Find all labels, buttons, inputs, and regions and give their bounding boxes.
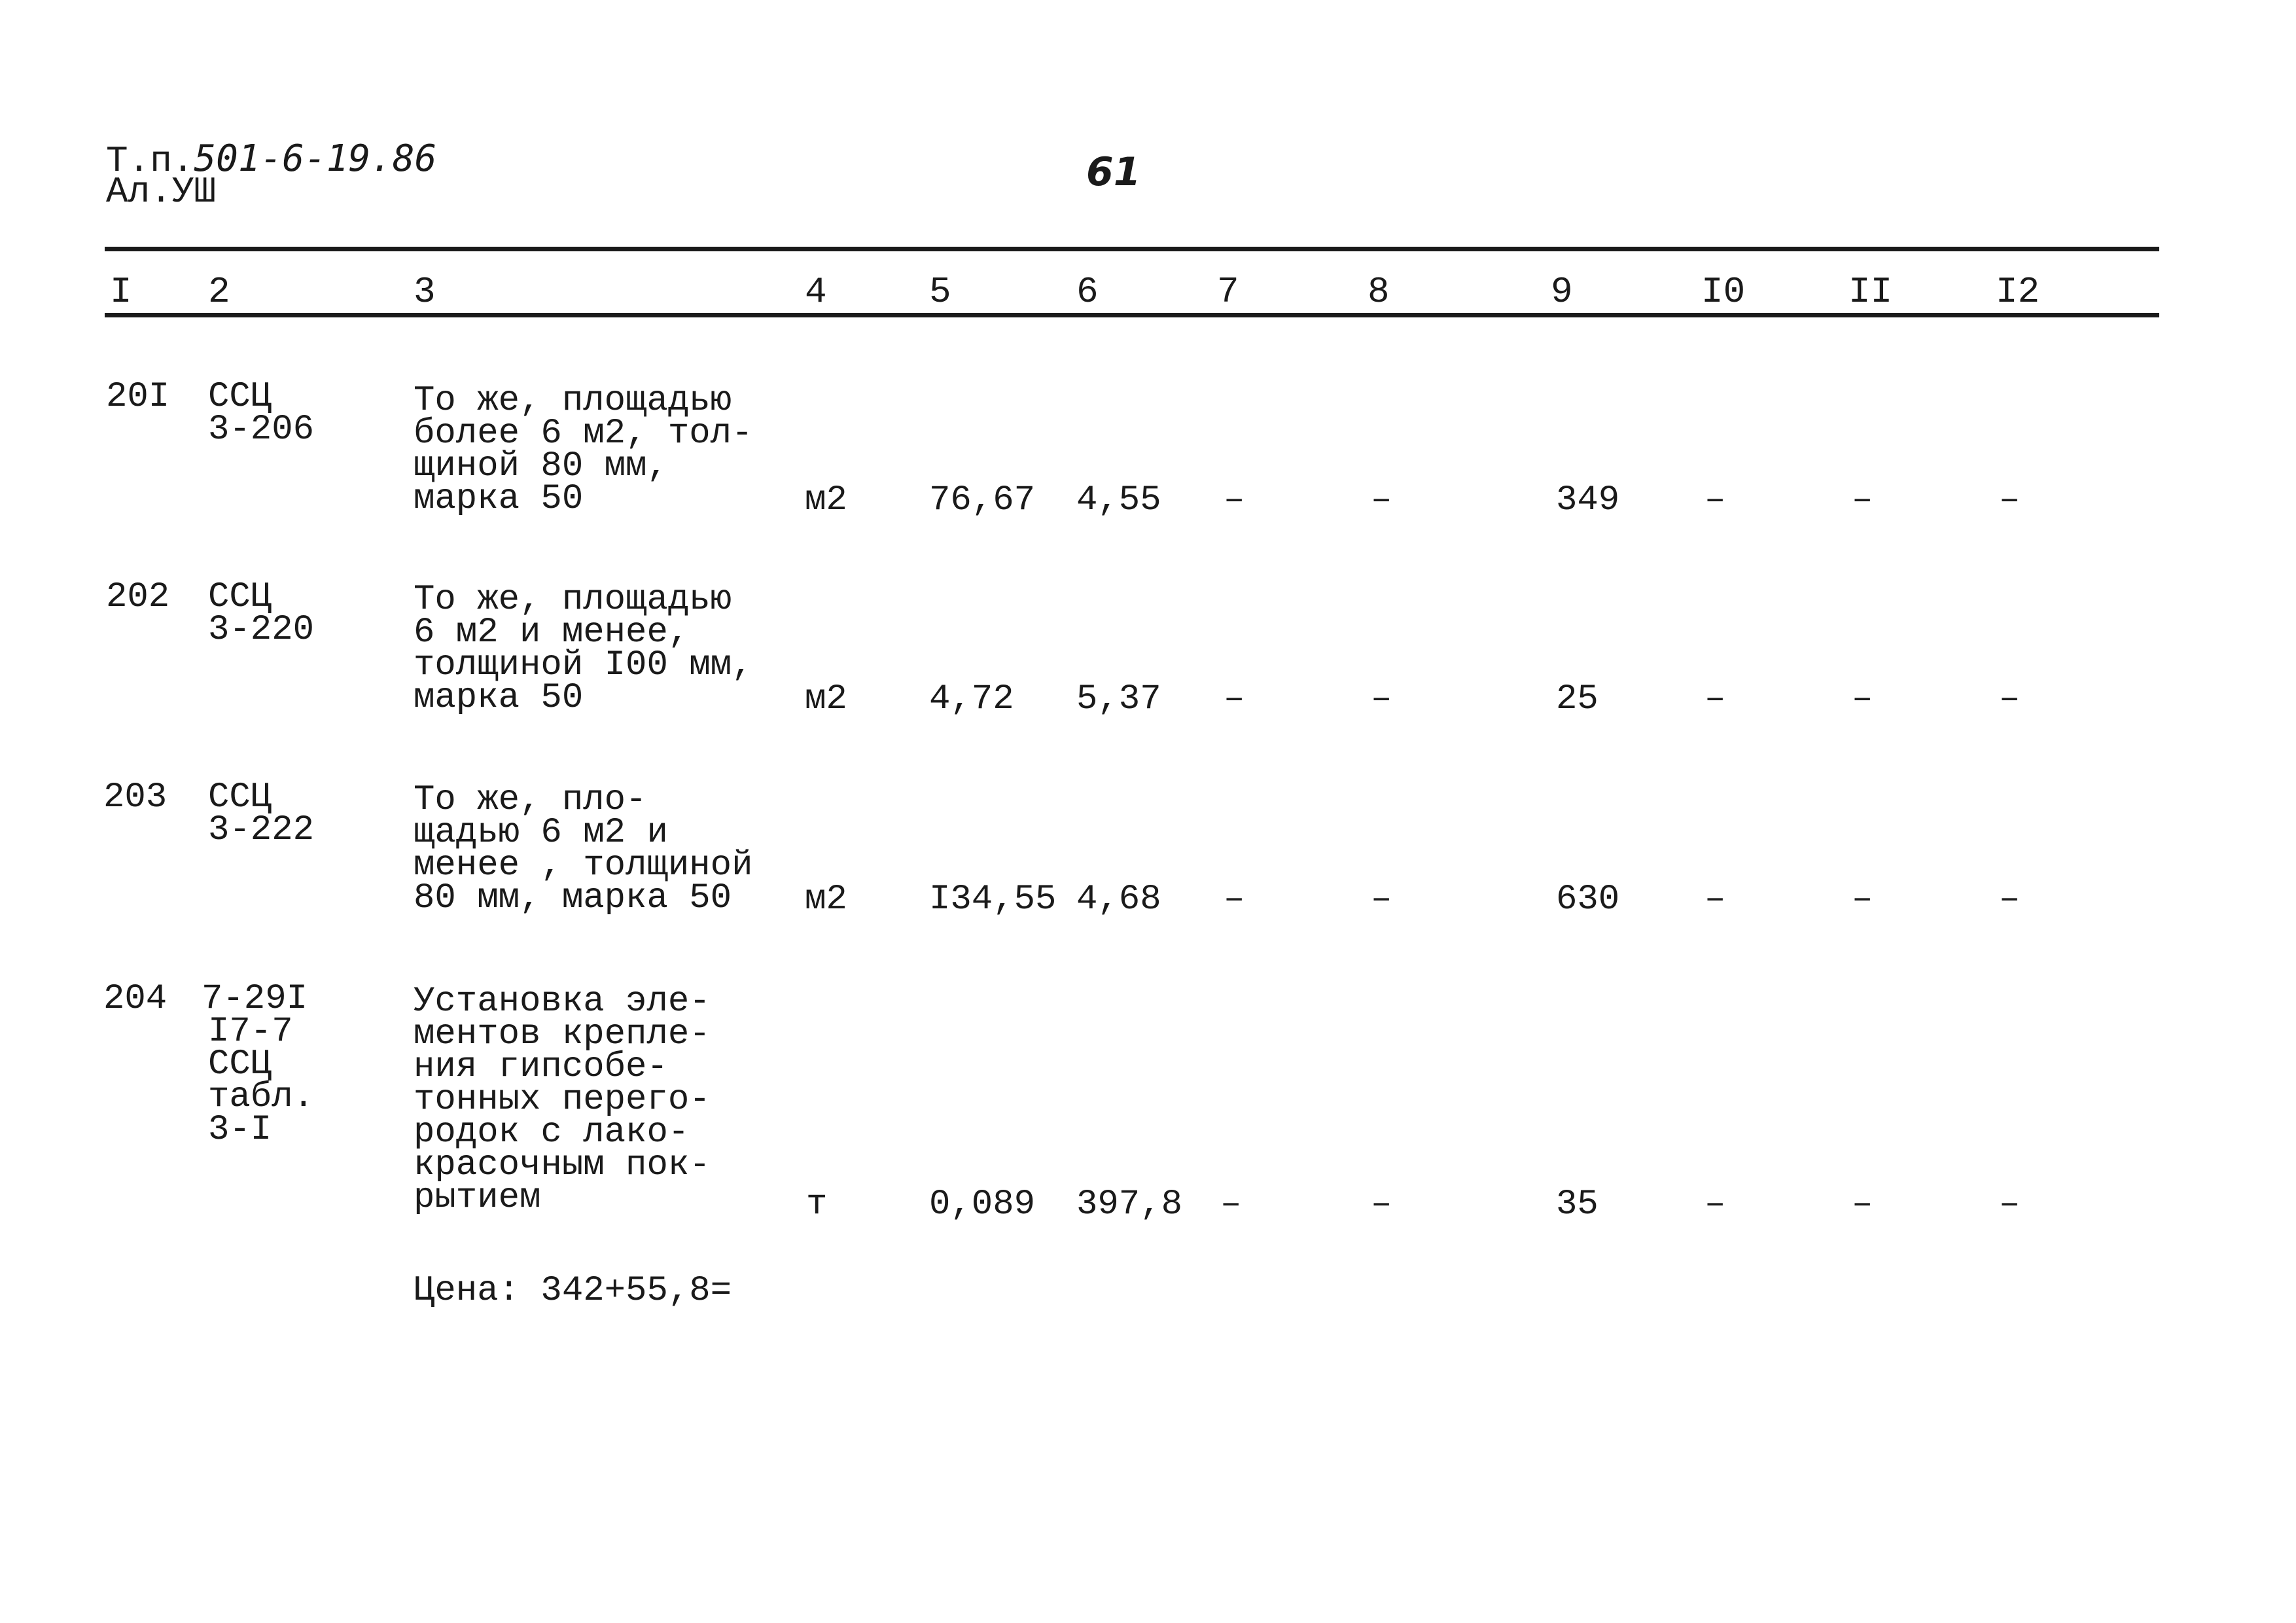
rate-code-line: ССЦ [208, 1044, 272, 1084]
unit: м2 [805, 880, 847, 919]
unit: м2 [805, 679, 847, 719]
document-code-prefix: Т.п. [106, 140, 194, 182]
value-col-5: 0,089 [929, 1185, 1036, 1224]
value-col-5: I34,55 [929, 880, 1057, 919]
unit: м2 [805, 480, 847, 520]
description-line: красочным пок- [414, 1145, 711, 1185]
value-col-5: 76,67 [929, 480, 1036, 520]
column-header-7: 7 [1217, 271, 1239, 313]
column-header-5: 5 [929, 271, 951, 313]
column-header-10: I0 [1701, 271, 1746, 313]
description-line: рытием [414, 1178, 541, 1218]
value-col-6: 4,55 [1076, 480, 1161, 520]
description-line: 80 мм, марка 50 [414, 878, 732, 918]
value-col-8: – [1371, 1185, 1392, 1224]
rate-code-line: ССЦ [208, 777, 272, 817]
rate-code-line: ССЦ [208, 377, 272, 417]
value-col-6: 5,37 [1076, 679, 1161, 719]
value-col-8: – [1371, 880, 1392, 919]
rate-code-line: 7-29I [202, 979, 308, 1019]
column-header-8: 8 [1368, 271, 1390, 313]
value-col-11: – [1852, 1185, 1873, 1224]
value-col-7: – [1224, 679, 1245, 719]
description-line: марка 50 [414, 479, 584, 519]
document-code-number: 501-6-19.86 [194, 137, 437, 180]
value-col-10: – [1704, 480, 1726, 520]
value-col-9: 349 [1556, 480, 1620, 520]
rate-code-line: I7-7 [208, 1012, 293, 1052]
unit: т [806, 1185, 828, 1224]
value-col-8: – [1371, 679, 1392, 719]
description-line: щиной 80 мм, [414, 446, 668, 486]
value-col-6: 397,8 [1076, 1185, 1183, 1224]
column-header-6: 6 [1076, 271, 1099, 313]
column-header-3: 3 [414, 271, 436, 313]
rate-code-line: ССЦ [208, 577, 272, 617]
value-col-12: – [1999, 679, 2021, 719]
column-header-1: I [110, 271, 132, 313]
rate-code-line: 3-206 [208, 410, 315, 450]
value-col-11: – [1852, 480, 1873, 520]
description-line: тонных перего- [414, 1080, 711, 1120]
value-col-7: – [1220, 1185, 1242, 1224]
description-line: более 6 м2, тол- [414, 414, 753, 454]
value-col-9: 630 [1556, 880, 1620, 919]
value-col-10: – [1704, 679, 1726, 719]
album-number: Ал.УШ [106, 171, 217, 213]
description-line: То же, площадью [414, 580, 732, 620]
row-number: 20I [106, 377, 170, 417]
row-number: 202 [106, 577, 170, 617]
page-number: 61 [1086, 149, 1141, 195]
description-line: 6 м2 и менее, [414, 613, 690, 652]
value-col-10: – [1704, 1185, 1726, 1224]
rate-code-line: 3-I [208, 1110, 272, 1150]
row-number: 204 [103, 979, 168, 1019]
column-header-12: I2 [1996, 271, 2040, 313]
price-note: Цена: 342+55,8= [414, 1271, 732, 1311]
value-col-7: – [1224, 880, 1245, 919]
value-col-6: 4,68 [1076, 880, 1161, 919]
value-col-12: – [1999, 880, 2021, 919]
description-line: ния гипсобе- [414, 1047, 668, 1087]
value-col-11: – [1852, 880, 1873, 919]
description-line: менее , толщиной [414, 846, 753, 885]
value-col-12: – [1999, 480, 2021, 520]
value-col-10: – [1704, 880, 1726, 919]
description-line: толщиной I00 мм, [414, 645, 753, 685]
description-line: марка 50 [414, 678, 584, 718]
table-top-rule [105, 247, 2159, 251]
column-header-4: 4 [805, 271, 827, 313]
description-line: родок с лако- [414, 1113, 690, 1152]
value-col-9: 25 [1556, 679, 1598, 719]
row-number: 203 [103, 777, 168, 817]
value-col-9: 35 [1556, 1185, 1598, 1224]
value-col-12: – [1999, 1185, 2021, 1224]
column-header-2: 2 [208, 271, 230, 313]
description-line: Установка эле- [414, 982, 711, 1022]
column-header-9: 9 [1551, 271, 1573, 313]
value-col-8: – [1371, 480, 1392, 520]
rate-code-line: табл. [208, 1077, 315, 1117]
column-header-11: II [1848, 271, 1893, 313]
value-col-5: 4,72 [929, 679, 1014, 719]
table-header-rule [105, 313, 2159, 317]
description-line: То же, пло- [414, 780, 647, 820]
value-col-11: – [1852, 679, 1873, 719]
rate-code-line: 3-222 [208, 810, 315, 850]
description-line: ментов крепле- [414, 1014, 711, 1054]
value-col-7: – [1224, 480, 1245, 520]
description-line: щадью 6 м2 и [414, 813, 668, 853]
description-line: То же, площадью [414, 381, 732, 421]
rate-code-line: 3-220 [208, 610, 315, 650]
